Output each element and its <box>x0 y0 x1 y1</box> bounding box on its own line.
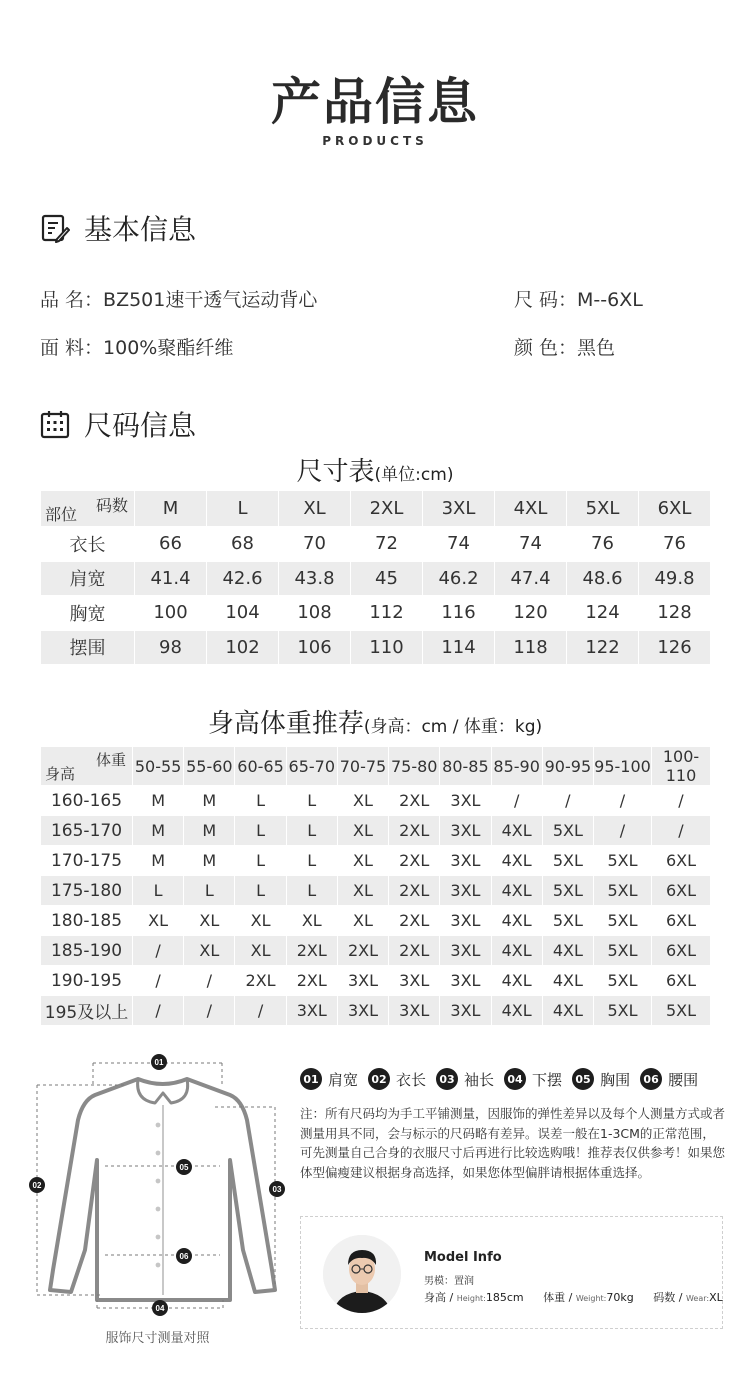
recommend-table-row <box>41 786 711 816</box>
recommend-table-cell: 6XL <box>652 876 711 906</box>
corner-label-height: 身高 <box>45 765 76 783</box>
model-name: 男模：置润 <box>424 1276 474 1287</box>
recommend-table-cell: 2XL <box>389 906 440 936</box>
recommend-table-cell: 4XL <box>491 846 542 876</box>
size-table-cell: 49.8 <box>639 561 711 596</box>
size-table-row-label: 摆围 <box>41 630 135 665</box>
size-table-col-header: XL <box>279 491 351 527</box>
recommend-table-cell: 3XL <box>440 966 491 996</box>
size-table-row <box>41 596 711 631</box>
page-title: 产品信息 <box>271 73 479 131</box>
recommend-table-cell: / <box>594 786 652 816</box>
legend-label-chest: 胸围 <box>600 1070 631 1089</box>
recommend-table-header-row <box>41 747 711 786</box>
recommend-table-col-header: 50-55 <box>133 747 184 786</box>
recommend-table-cell: M <box>184 816 235 846</box>
recommend-table-cell: XL <box>133 906 184 936</box>
size-table-cell: 106 <box>279 630 351 665</box>
recommend-table-cell: 4XL <box>491 876 542 906</box>
size-table-cell: 46.2 <box>423 561 495 596</box>
recommend-table-cell: 3XL <box>440 876 491 906</box>
recommend-table-cell: / <box>133 996 184 1026</box>
size-table-cell: 47.4 <box>495 561 567 596</box>
size-table-cell: 72 <box>351 527 423 562</box>
basic-info-title: 基本信息 <box>84 213 197 246</box>
recommend-table-cell: L <box>133 876 184 906</box>
legend-num-04: 04 <box>504 1068 526 1090</box>
size-table-cell: 112 <box>351 596 423 631</box>
recommend-table-cell: 6XL <box>652 936 711 966</box>
recommend-table-cell: 3XL <box>389 996 440 1026</box>
size-table-cell: 120 <box>495 596 567 631</box>
recommend-table-cell: L <box>235 846 286 876</box>
recommend-table-row <box>41 876 711 906</box>
recommend-table-col-header: 85-90 <box>491 747 542 786</box>
size-table-cell: 74 <box>423 527 495 562</box>
recommend-table-row <box>41 996 711 1026</box>
size-table-cell: 74 <box>495 527 567 562</box>
size-table-cell: 102 <box>207 630 279 665</box>
recommend-table-cell: 5XL <box>594 906 652 936</box>
recommend-table-cell: 5XL <box>594 996 652 1026</box>
garment-measure-diagram <box>25 1045 295 1320</box>
recommend-table-row <box>41 966 711 996</box>
recommend-table-col-header: 75-80 <box>389 747 440 786</box>
recommend-table-row-label: 190-195 <box>41 966 133 996</box>
corner-label-size: 码数 <box>95 496 128 515</box>
legend-num-02: 02 <box>368 1068 390 1090</box>
size-table-cell: 128 <box>639 596 711 631</box>
diagram-caption: 服饰尺寸测量对照 <box>105 1331 210 1346</box>
size-table-cell: 70 <box>279 527 351 562</box>
size-table-cell: 98 <box>135 630 207 665</box>
recommend-table-corner <box>41 747 133 786</box>
recommend-table-row <box>41 816 711 846</box>
recommend-table-cell: 5XL <box>594 936 652 966</box>
recommend-table-cell: 3XL <box>337 966 388 996</box>
recommend-table-row-label: 165-170 <box>41 816 133 846</box>
model-avatar <box>323 1235 401 1313</box>
recommend-table-col-header: 95-100 <box>594 747 652 786</box>
recommend-table-cell: 4XL <box>542 966 593 996</box>
recommend-table-cell: 6XL <box>652 846 711 876</box>
recommend-table-cell: XL <box>337 846 388 876</box>
recommend-table-title: 身高体重推荐 <box>207 709 364 739</box>
recommend-table-cell: 2XL <box>286 936 337 966</box>
model-weight-label: 体重 / <box>543 1291 576 1304</box>
corner-label-weight: 体重 <box>95 751 126 769</box>
recommend-table-cell: M <box>133 816 184 846</box>
recommend-table-cell: XL <box>337 906 388 936</box>
marker-01: 01 <box>154 1058 164 1067</box>
recommend-table-cell: L <box>286 816 337 846</box>
recommend-table-cell: 4XL <box>542 936 593 966</box>
size-table-row-label: 肩宽 <box>41 561 135 596</box>
product-name: 品 名：BZ501速干透气运动背心 <box>40 289 318 311</box>
size-table-row-label: 胸宽 <box>41 596 135 631</box>
recommend-table-cell: 5XL <box>594 846 652 876</box>
size-table-cell: 76 <box>639 527 711 562</box>
recommend-table-cell: XL <box>184 906 235 936</box>
size-table-col-header: 3XL <box>423 491 495 527</box>
model-weight-en: Weight: <box>575 1294 607 1303</box>
size-table-cell: 41.4 <box>135 561 207 596</box>
size-table-row <box>41 630 711 665</box>
recommend-table-cell: XL <box>235 936 286 966</box>
recommend-table-cell: L <box>286 786 337 816</box>
size-info-title: 尺码信息 <box>84 409 197 442</box>
recommend-table-cell: XL <box>184 936 235 966</box>
recommend-table-cell: / <box>542 786 593 816</box>
recommend-table-cell: L <box>286 876 337 906</box>
recommend-table <box>40 746 711 1026</box>
recommend-table-cell: 2XL <box>286 966 337 996</box>
size-table-cell: 122 <box>567 630 639 665</box>
size-table-cell: 126 <box>639 630 711 665</box>
recommend-table-col-header: 55-60 <box>184 747 235 786</box>
recommend-table-cell: L <box>235 816 286 846</box>
size-table-col-header: M <box>135 491 207 527</box>
model-height-label: 身高 / <box>424 1291 457 1304</box>
model-stats <box>424 1289 723 1305</box>
size-table-row-label: 衣长 <box>41 527 135 562</box>
measurement-note: 注：所有尺码均为手工平铺测量，因服饰的弹性差异以及每个人测量方式或者测量用具不同，会与标示的尺码略有差异。误差一般在1-3CM的正常范围，可先测量自己合身的衣服尺寸后再进行比较选购哦！推荐表仅供参考！如果您体型偏瘦建议根据身高选择，如果您体型偏胖请根据体重选择。 <box>300 1106 726 1180</box>
recommend-table-cell: 4XL <box>491 816 542 846</box>
measure-legend <box>300 1068 698 1090</box>
legend-label-shoulder: 肩宽 <box>328 1070 359 1089</box>
size-table-cell: 48.6 <box>567 561 639 596</box>
size-table-title: 尺寸表 <box>296 457 375 487</box>
model-wear-label: 码数 / <box>653 1291 686 1304</box>
recommend-table-cell: 5XL <box>542 876 593 906</box>
legend-label-sleeve: 袖长 <box>464 1070 495 1089</box>
model-wear-en: Wear: <box>685 1294 710 1303</box>
size-table-col-header: 5XL <box>567 491 639 527</box>
size-table-cell: 68 <box>207 527 279 562</box>
recommend-table-cell: XL <box>235 906 286 936</box>
size-table-cell: 104 <box>207 596 279 631</box>
marker-03: 03 <box>272 1185 282 1194</box>
recommend-table-cell: 4XL <box>491 996 542 1026</box>
size-table-cell: 42.6 <box>207 561 279 596</box>
recommend-table-cell: / <box>184 996 235 1026</box>
recommend-table-cell: / <box>235 996 286 1026</box>
size-table-col-header: 2XL <box>351 491 423 527</box>
model-wear-value: XL <box>709 1291 723 1304</box>
size-table-cell: 76 <box>567 527 639 562</box>
recommend-table-row-label: 160-165 <box>41 786 133 816</box>
product-size-range: 尺 码：M--6XL <box>514 289 643 311</box>
recommend-table-cell: M <box>133 846 184 876</box>
page-subtitle: PRODUCTS <box>322 134 428 148</box>
recommend-table-cell: M <box>184 846 235 876</box>
size-table-row <box>41 527 711 562</box>
size-table-unit: (单位:cm) <box>374 465 454 485</box>
recommend-table-cell: 3XL <box>440 816 491 846</box>
size-table-cell: 43.8 <box>279 561 351 596</box>
recommend-table-row-label: 180-185 <box>41 906 133 936</box>
size-table-header-row <box>41 491 711 527</box>
recommend-table-cell: XL <box>286 906 337 936</box>
recommend-table-row-label: 175-180 <box>41 876 133 906</box>
size-table-cell: 66 <box>135 527 207 562</box>
size-info-header <box>40 404 196 444</box>
recommend-table-col-header: 60-65 <box>235 747 286 786</box>
recommend-table-row-label: 195及以上 <box>41 996 133 1026</box>
recommend-table-col-header: 65-70 <box>286 747 337 786</box>
edit-document-icon <box>40 213 70 243</box>
recommend-table-row <box>41 936 711 966</box>
recommend-table-cell: 6XL <box>652 906 711 936</box>
recommend-table-cell: 2XL <box>337 936 388 966</box>
recommend-table-cell: 5XL <box>594 966 652 996</box>
recommend-table-cell: 3XL <box>440 906 491 936</box>
marker-04: 04 <box>155 1304 165 1313</box>
recommend-table-col-header: 90-95 <box>542 747 593 786</box>
recommend-table-cell: XL <box>337 876 388 906</box>
size-table-col-header: 6XL <box>639 491 711 527</box>
recommend-table-cell: / <box>594 816 652 846</box>
size-table-cell: 45 <box>351 561 423 596</box>
recommend-table-cell: / <box>133 936 184 966</box>
recommend-table-cell: 3XL <box>337 996 388 1026</box>
recommend-table-row-label: 185-190 <box>41 936 133 966</box>
recommend-table-unit: (身高：cm / 体重：kg) <box>363 717 543 737</box>
recommend-table-cell: L <box>286 846 337 876</box>
recommend-table-cell: 4XL <box>491 966 542 996</box>
calendar-grid-icon <box>40 409 70 439</box>
model-weight-value: 70kg <box>606 1291 634 1304</box>
recommend-table-row-label: 170-175 <box>41 846 133 876</box>
recommend-table-cell: 2XL <box>235 966 286 996</box>
size-table-corner <box>41 491 135 527</box>
model-info-card <box>300 1216 723 1329</box>
recommend-table-cell: M <box>133 786 184 816</box>
recommend-table-cell: 2XL <box>389 786 440 816</box>
size-table-cell: 116 <box>423 596 495 631</box>
recommend-table-cell: 3XL <box>440 786 491 816</box>
basic-info-header <box>40 208 196 248</box>
legend-num-01: 01 <box>300 1068 322 1090</box>
model-info-title: Model Info <box>424 1250 502 1265</box>
recommend-table-cell: XL <box>337 816 388 846</box>
recommend-table-cell: 3XL <box>440 846 491 876</box>
recommend-table-cell: L <box>235 876 286 906</box>
recommend-table-col-header: 70-75 <box>337 747 388 786</box>
recommend-table-cell: 5XL <box>652 996 711 1026</box>
recommend-table-row <box>41 906 711 936</box>
size-table-cell: 108 <box>279 596 351 631</box>
recommend-table-caption <box>0 703 750 740</box>
recommend-table-col-header: 100-110 <box>652 747 711 786</box>
recommend-table-cell: 4XL <box>491 936 542 966</box>
recommend-table-cell: 2XL <box>389 936 440 966</box>
marker-05: 05 <box>179 1163 189 1172</box>
size-table <box>40 490 711 665</box>
corner-label-part: 部位 <box>45 505 78 524</box>
model-height-en: Height: <box>456 1294 486 1303</box>
marker-02: 02 <box>32 1181 42 1190</box>
legend-label-waist: 腰围 <box>668 1070 699 1089</box>
recommend-table-cell: 2XL <box>389 816 440 846</box>
recommend-table-cell: L <box>235 786 286 816</box>
recommend-table-cell: 4XL <box>542 996 593 1026</box>
recommend-table-cell: 2XL <box>389 876 440 906</box>
marker-06: 06 <box>179 1252 189 1261</box>
legend-num-03: 03 <box>436 1068 458 1090</box>
recommend-table-cell: 5XL <box>542 906 593 936</box>
recommend-table-cell: 3XL <box>286 996 337 1026</box>
recommend-table-cell: L <box>184 876 235 906</box>
product-material: 面 料：100%聚酯纤维 <box>40 337 234 359</box>
recommend-table-cell: 5XL <box>542 816 593 846</box>
recommend-table-cell: 2XL <box>389 846 440 876</box>
legend-label-hem: 下摆 <box>532 1070 563 1089</box>
recommend-table-cell: / <box>491 786 542 816</box>
recommend-table-cell: 3XL <box>389 966 440 996</box>
recommend-table-cell: 3XL <box>440 996 491 1026</box>
recommend-table-row <box>41 846 711 876</box>
recommend-table-cell: / <box>652 816 711 846</box>
recommend-table-cell: / <box>652 786 711 816</box>
recommend-table-cell: 6XL <box>652 966 711 996</box>
size-table-row <box>41 561 711 596</box>
size-table-caption <box>0 451 750 488</box>
model-height-value: 185cm <box>485 1291 524 1304</box>
size-table-cell: 100 <box>135 596 207 631</box>
recommend-table-cell: 4XL <box>491 906 542 936</box>
product-color: 颜 色：黑色 <box>514 337 616 359</box>
legend-num-05: 05 <box>572 1068 594 1090</box>
size-table-cell: 114 <box>423 630 495 665</box>
recommend-table-cell: XL <box>337 786 388 816</box>
size-table-cell: 118 <box>495 630 567 665</box>
size-table-col-header: L <box>207 491 279 527</box>
recommend-table-col-header: 80-85 <box>440 747 491 786</box>
size-table-cell: 124 <box>567 596 639 631</box>
recommend-table-cell: 3XL <box>440 936 491 966</box>
size-table-col-header: 4XL <box>495 491 567 527</box>
recommend-table-cell: / <box>184 966 235 996</box>
legend-label-length: 衣长 <box>396 1070 427 1089</box>
size-table-cell: 110 <box>351 630 423 665</box>
recommend-table-cell: 5XL <box>542 846 593 876</box>
recommend-table-cell: M <box>184 786 235 816</box>
recommend-table-cell: / <box>133 966 184 996</box>
recommend-table-cell: 5XL <box>594 876 652 906</box>
legend-num-06: 06 <box>640 1068 662 1090</box>
